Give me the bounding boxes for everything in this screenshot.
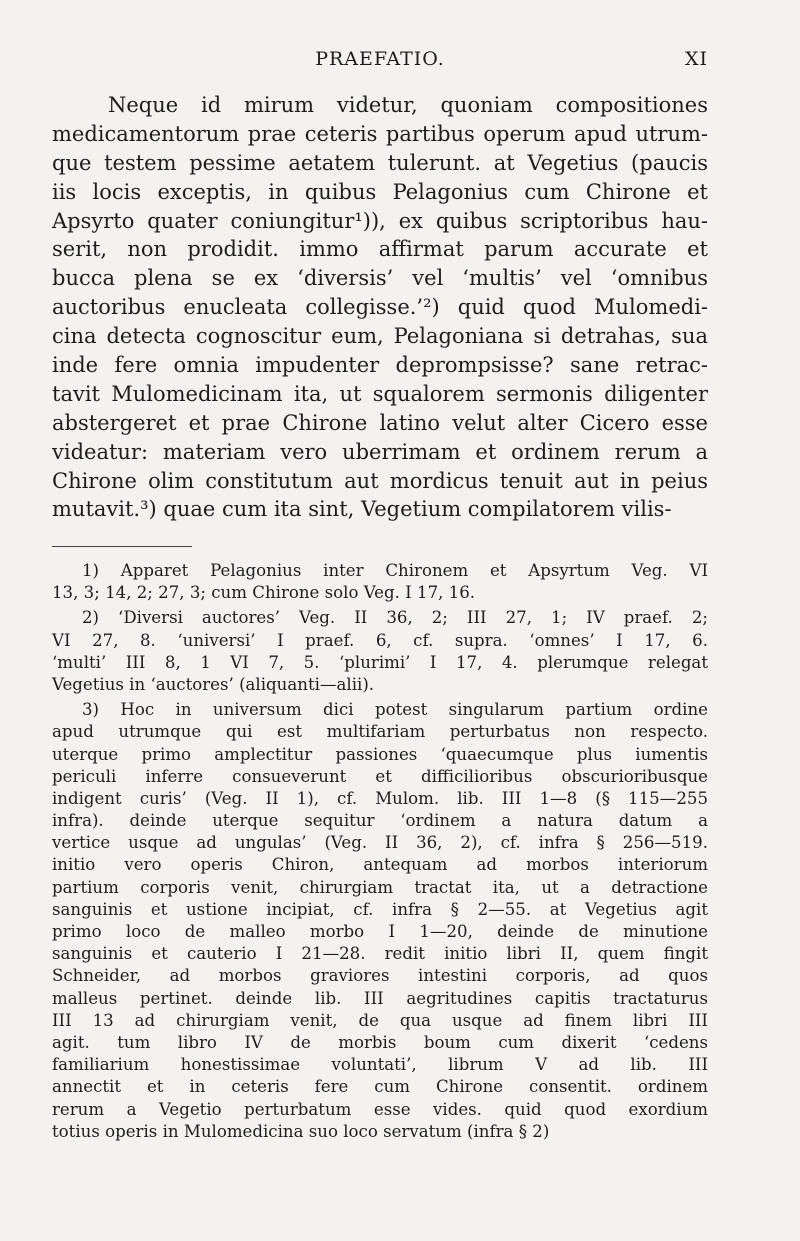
footnote-3 <box>52 699 708 1143</box>
body-line: abstergeret et prae Chirone latino velut alter Cicero esse <box>52 410 708 435</box>
footnote-line: 2) ‘Diversi auctores’ Veg. II 36, 2; III 27, 1; IV praef. 2; <box>82 608 708 628</box>
footnote-line: familiarium honestissimae voluntati’, librum V ad lib. III <box>52 1055 708 1075</box>
body-line: Chirone olim constitutum aut mordicus tenuit aut in peius <box>52 468 708 493</box>
footnote-line: agit. tum libro IV de morbis boum cum dixerit ‘cedens <box>52 1032 708 1052</box>
body-line: tavit Mulomedicinam ita, ut squalorem sermonis diligenter <box>52 381 708 406</box>
footnote-line: vertice usque ad ungulas’ (Veg. II 36, 2), cf. infra § 256—519. <box>52 833 708 853</box>
footnote-line: malleus pertinet. deinde lib. III aegritudines capitis tractaturus <box>52 988 708 1008</box>
footnote-2 <box>52 607 708 696</box>
running-title: PRAEFATIO. <box>315 48 445 70</box>
footnote-line: ‘multi’ III 8, 1 VI 7, 5. ‘plurimi’ I 17, 4. plerumque relegat <box>52 652 708 672</box>
footnote-line: III 13 ad chirurgiam venit, de qua usque ad finem libri III <box>52 1010 708 1030</box>
footnote-1 <box>52 560 708 604</box>
body-line: cina detecta cognoscitur eum, Pelagoniana si detrahas, sua <box>52 324 708 349</box>
body-line: videatur: materiam vero uberrimam et ordinem rerum a <box>52 439 708 464</box>
body-line: serit, non prodidit. immo affirmat parum accurate et <box>52 237 708 262</box>
body-line: inde fere omnia impudenter deprompsisse? sane retrac- <box>52 353 708 378</box>
footnote-line: 13, 3; 14, 2; 27, 3; cum Chirone solo Veg. I 17, 16. <box>52 583 476 603</box>
footnote-line: partium corporis venit, chirurgiam tractat ita, ut a detractione <box>52 877 708 897</box>
footnote-line: indigent curis’ (Veg. II 1), cf. Mulom. lib. III 1—8 (§ 115—255 <box>52 788 708 808</box>
body-line: bucca plena se ex ‘diversis’ vel ‘multis’ vel ‘omnibus <box>52 266 708 291</box>
body-line: Apsyrto quater coniungitur¹)), ex quibus scriptoribus hau- <box>52 208 708 233</box>
footnote-line: initio vero operis Chiron, antequam ad morbos interiorum <box>52 855 708 875</box>
page-number: XI <box>684 48 708 70</box>
footnote-line: uterque primo amplectitur passiones ‘quaecumque plus iumentis <box>52 744 708 764</box>
footnote-line: apud utrumque qui est multifariam perturbatus non respecto. <box>52 722 708 742</box>
body-line: Neque id mirum videtur, quoniam compositiones <box>108 93 708 117</box>
footnote-separator-rule <box>52 546 192 547</box>
page-header <box>52 44 708 76</box>
footnotes <box>52 560 708 1143</box>
footnote-line: 1) Apparet Pelagonius inter Chironem et Apsyrtum Veg. VI <box>82 561 708 580</box>
body-line: iis locis exceptis, in quibus Pelagonius cum Chirone et <box>52 179 708 204</box>
footnote-line: totius operis in Mulomedicina suo loco servatum (infra § 2) <box>52 1121 550 1141</box>
footnote-line: Vegetius in ‘auctores’ (aliquanti—alii). <box>52 674 375 694</box>
footnote-line: periculi inferre consueverunt et difficilioribus obscurioribusque <box>52 766 708 786</box>
footnote-line: sanguinis et cauterio I 21—28. redit initio libri II, quem fingit <box>52 944 708 964</box>
footnote-line: Schneider, ad morbos graviores intestini corporis, ad quos <box>52 966 708 986</box>
footnote-line: rerum a Vegetio perturbatum esse vides. quid quod exordium <box>52 1099 708 1119</box>
footnote-line: 3) Hoc in universum dici potest singularum partium ordine <box>82 700 708 720</box>
main-text <box>52 91 708 524</box>
footnote-line: annectit et in ceteris fere cum Chirone consentit. ordinem <box>52 1077 708 1097</box>
body-line: auctoribus enucleata collegisse.’²) quid quod Mulomedi- <box>52 295 708 320</box>
body-line: que testem pessime aetatem tulerunt. at Vegetius (paucis <box>52 150 708 175</box>
footnote-line: infra). deinde uterque sequitur ‘ordinem a natura datum a <box>52 811 708 831</box>
footnote-line: primo loco de malleo morbo I 1—20, deinde de minutione <box>52 922 708 941</box>
body-line: medicamentorum prae ceteris partibus operum apud utrum- <box>52 121 708 146</box>
footnote-line: VI 27, 8. ‘universi’ I praef. 6, cf. supra. ‘omnes’ I 17, 6. <box>52 630 708 650</box>
footnote-line: sanguinis et ustione incipiat, cf. infra § 2—55. at Vegetius agit <box>52 899 708 919</box>
body-line: mutavit.³) quae cum ita sint, Vegetium compilatorem vilis- <box>52 497 672 522</box>
